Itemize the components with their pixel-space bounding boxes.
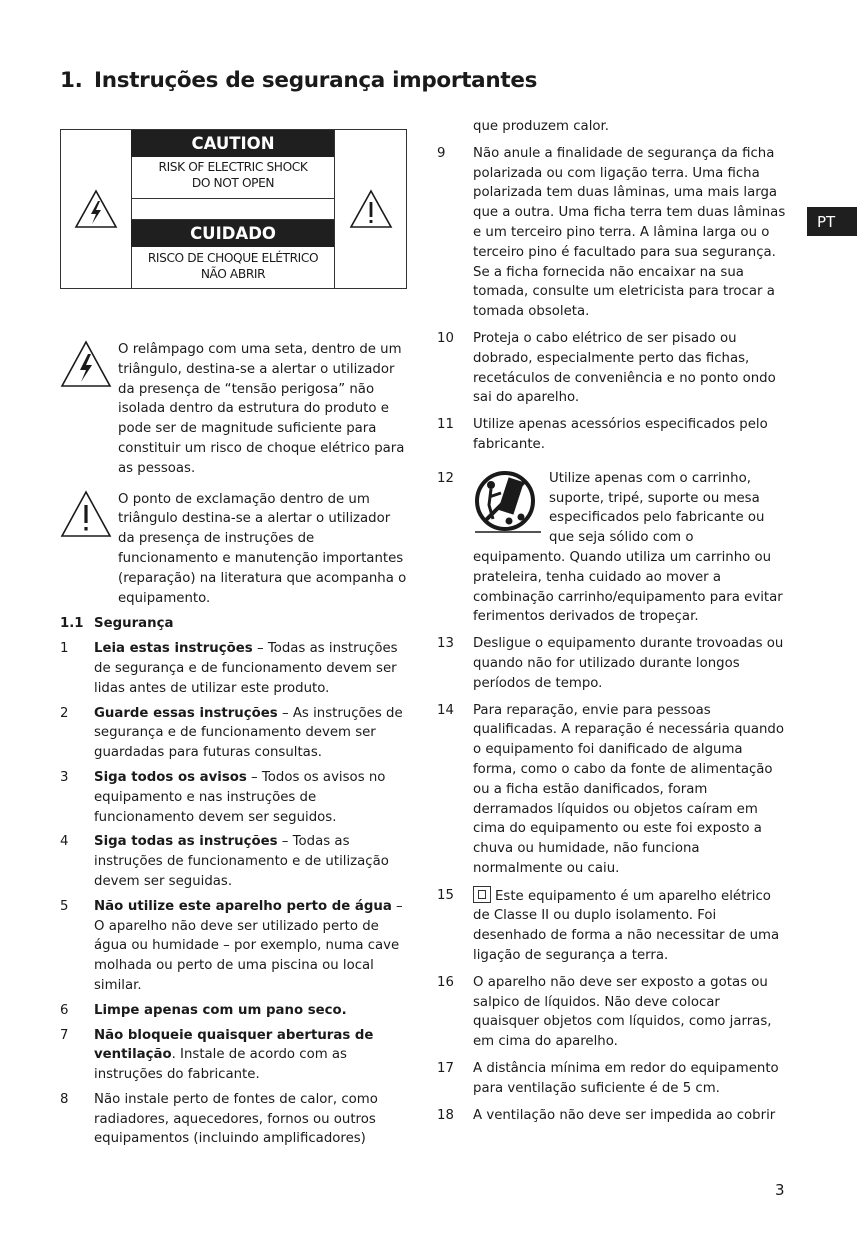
warning-lightning <box>60 340 410 479</box>
item-number: 14 <box>437 702 454 718</box>
lightning-triangle-icon <box>74 189 118 229</box>
list-item <box>60 1026 410 1085</box>
item-number: 5 <box>60 898 69 914</box>
item-number: 2 <box>60 705 69 721</box>
item-text: – Todas as instruções de segurança e de funcionamento devem ser lidas antes de utilizar este produto. <box>94 641 398 696</box>
language-tab: PT <box>807 207 857 236</box>
caution-pt-title: CUIDADO <box>131 220 335 247</box>
item-text: O aparelho não deve ser exposto a gotas ou salpico de líquidos. Não deve colocar quaisquer objetos com líquidos, como jarras, em cima do aparelho. <box>473 974 772 1050</box>
list-item <box>437 701 789 879</box>
section-title: Segurança <box>94 616 174 632</box>
item-text: Desligue o equipamento durante trovoadas ou quando não for utilizado durante longos períodos de tempo. <box>473 636 784 691</box>
list-item <box>437 634 789 693</box>
list-item <box>60 768 410 827</box>
class-ii-double-square-icon <box>473 886 491 903</box>
item-number: 6 <box>60 1002 69 1018</box>
list-item <box>60 1001 410 1021</box>
list-item <box>60 639 410 698</box>
left-column <box>60 340 410 1149</box>
caution-en-title: CAUTION <box>131 130 335 157</box>
section-heading <box>60 614 410 634</box>
item-number: 10 <box>437 330 454 346</box>
warning-lightning-text: O relâmpago com uma seta, dentro de um triângulo, destina-se a alertar o utilizador da presença de “tensão perigosa” não isolada dentro da estrutura do produto e pode ser de magnitude suficiente para constituir um risco de choque elétrico para as pessoas. <box>118 342 405 476</box>
item-number: 3 <box>60 769 69 785</box>
caution-gap <box>131 199 335 220</box>
item-bold: Não utilize este aparelho perto de água <box>94 898 392 914</box>
caution-text-cell <box>131 130 335 288</box>
list-item <box>437 973 789 1052</box>
list-item <box>437 469 789 627</box>
item-bold: Guarde essas instruções <box>94 705 278 721</box>
item-number: 8 <box>60 1091 69 1107</box>
item-bold: Siga todos os avisos <box>94 769 247 785</box>
cart-tipover-icon <box>473 469 543 535</box>
caution-box <box>60 129 407 289</box>
heading-text: Instruções de segurança importantes <box>94 68 538 93</box>
caution-left-cell <box>61 130 132 288</box>
exclamation-triangle-icon <box>60 490 112 538</box>
list-item <box>60 704 410 763</box>
item-text: Utilize apenas com o carrinho, suporte, tripé, suporte ou mesa especificados pelo fabricante ou que seja sólido com o equipamento. Quando utiliza um carrinho ou prateleira, tenha cuidado ao mover a combinação carrinho/equipamento para evitar ferimentos derivados de tropeçar. <box>473 470 783 625</box>
page-number: 3 <box>775 1181 785 1199</box>
item-text: Não instale perto de fontes de calor, como radiadores, aquecedores, fornos ou outros equipamentos (incluindo amplificadores) <box>94 1091 378 1147</box>
warning-exclamation <box>60 490 410 609</box>
item-number: 15 <box>437 887 454 903</box>
caution-pt-text <box>131 247 335 291</box>
item-text: Não anule a finalidade de segurança da ficha polarizada ou com ligação terra. Uma ficha polarizada tem duas lâminas, uma mais larga que a outra. Uma ficha terra tem duas lâminas e um terceiro pino terra. A lâmina larga ou o terceiro pino é facultado para sua segurança. Se a ficha fornecida não encaixar na sua tomada, consulte um eletricista para trocar a tomada obsoleta. <box>473 145 786 320</box>
caution-en-text <box>131 157 335 199</box>
list-item <box>437 886 789 966</box>
list-item <box>60 832 410 891</box>
caution-en-line1: RISK OF ELECTRIC SHOCK <box>158 160 308 174</box>
item-number: 18 <box>437 1107 454 1123</box>
section-number: 1.1 <box>60 616 84 632</box>
item-text: . Instale de acordo com as instruções do fabricante. <box>94 1047 347 1083</box>
item-text: – Todas as instruções de funcionamento e de utilização devem ser seguidas. <box>94 834 389 889</box>
item-text: Para reparação, envie para pessoas qualificadas. A reparação é necessária quando o equipamento foi danificado de alguma forma, como o cabo da fonte de alimentação ou a ficha estão danificados, foram derramados líquidos ou objetos caíram em cima do equipamento ou este foi exposto a chuva ou humidade, não funciona normalmente ou caiu. <box>473 702 784 876</box>
list-item <box>437 329 789 408</box>
item-bold: Siga todas as instruções <box>94 834 278 850</box>
lightning-triangle-icon <box>60 340 112 388</box>
item-bold: Leia estas instruções <box>94 641 253 657</box>
item-text: Proteja o cabo elétrico de ser pisado ou dobrado, especialmente perto das fichas, recetáculos de conveniência e no ponto ondo sai do aparelho. <box>473 330 776 406</box>
list-item <box>437 1059 789 1099</box>
item-number: 11 <box>437 417 454 433</box>
heading-number: 1. <box>60 68 83 93</box>
right-column <box>437 117 789 1125</box>
list-item <box>437 415 789 455</box>
item-text: – As instruções de segurança e de funcionamento devem ser guardadas para futuras consultas. <box>94 705 403 761</box>
item-number: 12 <box>437 470 454 486</box>
list-item <box>60 1090 410 1149</box>
item-bold: Não bloqueie quaisquer aberturas de ventilação <box>94 1027 374 1063</box>
item-number: 16 <box>437 974 454 990</box>
item-text: A ventilação não deve ser impedida ao cobrir <box>473 1107 776 1123</box>
item-text: Este equipamento é um aparelho elétrico de Classe II ou duplo isolamento. Foi desenhado de forma a não necessitar de uma ligação de segurança a terra. <box>473 888 780 964</box>
caution-en-line2: DO NOT OPEN <box>191 176 275 190</box>
item-number: 13 <box>437 636 454 652</box>
page-title <box>60 68 537 93</box>
caution-pt-line1: RISCO DE CHOQUE ELÉTRICO <box>147 251 319 265</box>
exclamation-triangle-icon <box>349 189 393 229</box>
caution-right-cell <box>334 130 406 288</box>
list-item <box>60 897 410 996</box>
item-text: – Todos os avisos no equipamento e nas instruções de funcionamento devem ser seguidos. <box>94 769 386 825</box>
item-number: 1 <box>60 641 69 657</box>
caution-pt-line2: NÃO ABRIR <box>200 267 266 281</box>
item-text: A distância mínima em redor do equipamento para ventilação suficiente é de 5 cm. <box>473 1061 779 1096</box>
list-item <box>437 144 789 322</box>
continuation-text: que produzem calor. <box>473 119 609 134</box>
item-number: 9 <box>437 145 446 161</box>
list-item <box>437 1106 789 1126</box>
item-number: 7 <box>60 1027 69 1043</box>
item-number: 4 <box>60 834 69 850</box>
item-bold: Limpe apenas com um pano seco. <box>94 1002 347 1018</box>
item-text: – O aparelho não deve ser utilizado perto de água ou humidade – por exemplo, numa cave molhada ou perto de uma piscina ou local similar. <box>94 898 403 993</box>
warning-exclamation-text: O ponto de exclamação dentro de um triângulo destina-se a alertar o utilizador da presença de instruções de funcionamento e manutenção importantes (reparação) na literatura que acompanha o equipamento. <box>118 491 407 606</box>
item-text: Utilize apenas acessórios especificados pelo fabricante. <box>473 417 768 452</box>
item-number: 17 <box>437 1061 454 1077</box>
